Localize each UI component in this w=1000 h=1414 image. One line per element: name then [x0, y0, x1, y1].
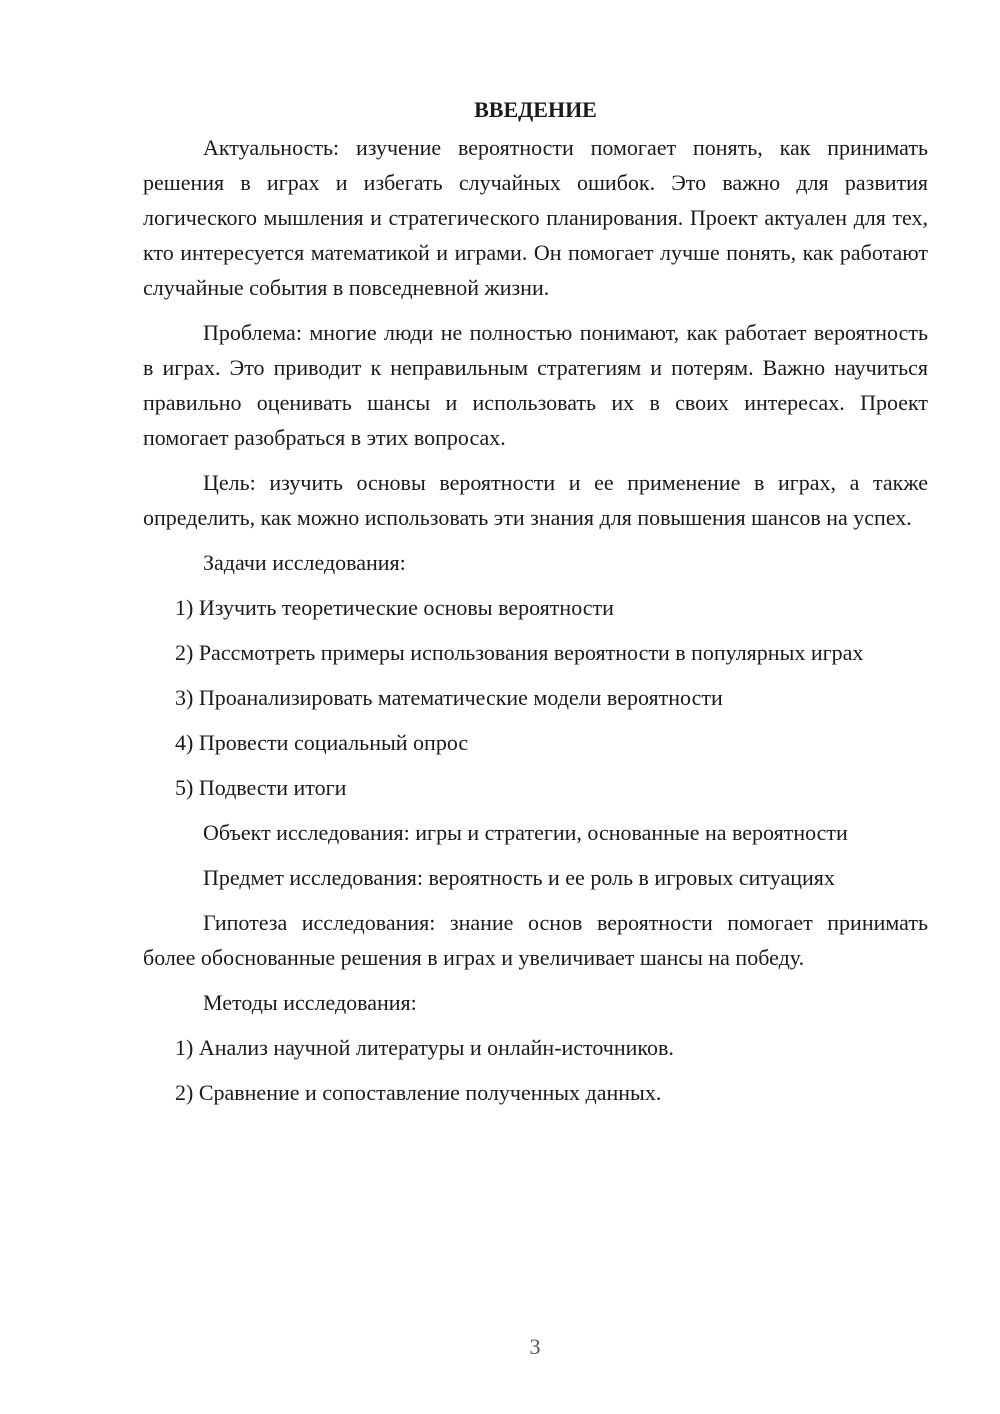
problem-paragraph: Проблема: многие люди не полностью понимают, как работает вероятность в играх. Это приводит к неправильным стратегиям и потерям. Важно научиться правильно оценивать шансы и использовать их в своих интересах. Проект помогает разобраться в этих вопросах.: [143, 320, 928, 450]
hypothesis-paragraph: Гипотеза исследования: знание основ вероятности помогает принимать более обоснованные решения в играх и увеличивает шансы на победу.: [143, 910, 928, 970]
task-item-2: 2) Рассмотреть примеры использования вероятности в популярных играх: [175, 640, 864, 665]
method-item-1: 1) Анализ научной литературы и онлайн-источников.: [175, 1035, 674, 1060]
page-title: ВВЕДЕНИЕ: [474, 97, 597, 122]
task-item-1: 1) Изучить теоретические основы вероятности: [175, 595, 614, 620]
relevance-paragraph: Актуальность: изучение вероятности помогает понять, как принимать решения в играх и избегать случайных ошибок. Это важно для развития логического мышления и стратегического планирования. Проект актуален для тех, кто интересуется математикой и играми. Он помогает лучше понять, как работают случайные события в повседневной жизни.: [143, 135, 928, 300]
task-item-5: 5) Подвести итоги: [175, 775, 347, 800]
page-content: [143, 92, 928, 1120]
task-item-4: 4) Провести социальный опрос: [175, 730, 469, 755]
goal-paragraph: Цель: изучить основы вероятности и ее применение в играх, а также определить, как можно использовать эти знания для повышения шансов на успех.: [143, 470, 928, 530]
page-number: 3: [529, 1334, 541, 1359]
tasks-heading: Задачи исследования:: [203, 550, 406, 575]
method-item-2: 2) Сравнение и сопоставление полученных данных.: [175, 1080, 662, 1105]
subject-paragraph: Предмет исследования: вероятность и ее роль в игровых ситуациях: [203, 865, 835, 890]
object-paragraph: Объект исследования: игры и стратегии, основанные на вероятности: [203, 820, 848, 845]
methods-heading: Методы исследования:: [203, 990, 417, 1015]
task-item-3: 3) Проанализировать математические модели вероятности: [175, 685, 723, 710]
